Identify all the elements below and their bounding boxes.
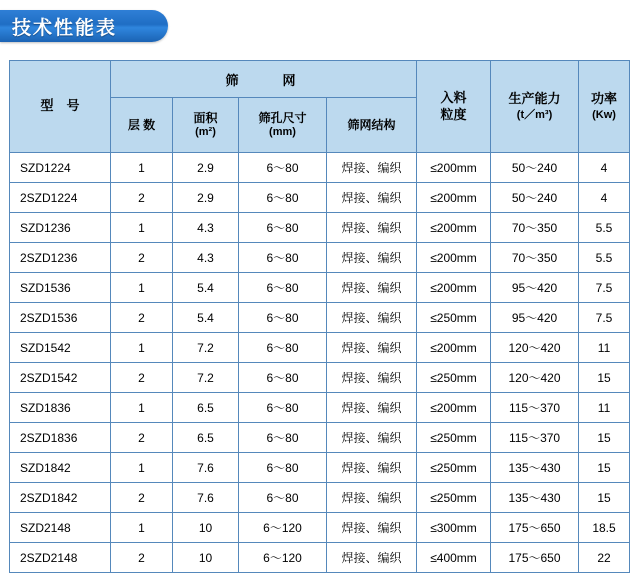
- cell-power: 22: [579, 543, 630, 573]
- cell-model: 2SZD1224: [10, 183, 111, 213]
- cell-feed-size: ≤200mm: [417, 243, 491, 273]
- table-row: [10, 483, 630, 513]
- cell-capacity: 115～370: [491, 393, 579, 423]
- page-title: 技术性能表: [12, 17, 118, 39]
- cell-layers: 2: [111, 183, 173, 213]
- table-row: [10, 453, 630, 483]
- cell-area: 6.5: [173, 393, 239, 423]
- cell-power: 15: [579, 483, 630, 513]
- cell-capacity: 115～370: [491, 423, 579, 453]
- cell-aperture: 6～80: [239, 423, 327, 453]
- cell-layers: 1: [111, 213, 173, 243]
- cell-aperture: 6～80: [239, 153, 327, 183]
- table-row: [10, 363, 630, 393]
- cell-power: 7.5: [579, 303, 630, 333]
- cell-aperture: 6～80: [239, 213, 327, 243]
- col-header-aperture: [239, 98, 327, 153]
- cell-area: 7.6: [173, 483, 239, 513]
- cell-structure: 焊接、编织: [327, 183, 417, 213]
- cell-layers: 2: [111, 483, 173, 513]
- cell-model: SZD1842: [10, 453, 111, 483]
- table-row: [10, 543, 630, 573]
- col-header-model: 型 号: [10, 61, 111, 153]
- col-header-structure: 筛网结构: [327, 98, 417, 153]
- cell-capacity: 70～350: [491, 213, 579, 243]
- cell-capacity: 175～650: [491, 513, 579, 543]
- cell-area: 2.9: [173, 183, 239, 213]
- table-row: [10, 423, 630, 453]
- col-header-aperture-line2: (mm): [269, 125, 296, 138]
- cell-power: 4: [579, 153, 630, 183]
- cell-feed-size: ≤250mm: [417, 423, 491, 453]
- cell-layers: 1: [111, 333, 173, 363]
- col-header-area: [173, 98, 239, 153]
- cell-model: SZD1542: [10, 333, 111, 363]
- cell-feed-size: ≤250mm: [417, 303, 491, 333]
- table-row: [10, 213, 630, 243]
- cell-aperture: 6～80: [239, 453, 327, 483]
- cell-feed-size: ≤250mm: [417, 483, 491, 513]
- cell-capacity: 95～420: [491, 303, 579, 333]
- cell-capacity: 120～420: [491, 333, 579, 363]
- cell-power: 11: [579, 393, 630, 423]
- header-row-top: [10, 61, 630, 98]
- cell-feed-size: ≤400mm: [417, 543, 491, 573]
- cell-power: 4: [579, 183, 630, 213]
- cell-structure: 焊接、编织: [327, 453, 417, 483]
- cell-aperture: 6～80: [239, 333, 327, 363]
- cell-feed-size: ≤200mm: [417, 213, 491, 243]
- cell-power: 7.5: [579, 273, 630, 303]
- page-title-banner: [0, 10, 168, 42]
- cell-structure: 焊接、编织: [327, 153, 417, 183]
- cell-model: 2SZD1542: [10, 363, 111, 393]
- col-header-feed-size: [417, 61, 491, 153]
- cell-power: 5.5: [579, 243, 630, 273]
- cell-layers: 2: [111, 363, 173, 393]
- col-header-screen-group: 筛 网: [111, 61, 417, 98]
- cell-power: 15: [579, 423, 630, 453]
- cell-layers: 2: [111, 543, 173, 573]
- cell-model: 2SZD1842: [10, 483, 111, 513]
- cell-capacity: 135～430: [491, 453, 579, 483]
- cell-power: 11: [579, 333, 630, 363]
- cell-aperture: 6～80: [239, 483, 327, 513]
- cell-structure: 焊接、编织: [327, 333, 417, 363]
- table-row: [10, 153, 630, 183]
- cell-area: 5.4: [173, 303, 239, 333]
- cell-aperture: 6～120: [239, 513, 327, 543]
- cell-structure: 焊接、编织: [327, 363, 417, 393]
- table-row: [10, 513, 630, 543]
- cell-layers: 1: [111, 153, 173, 183]
- col-header-area-line1: 面积: [193, 110, 218, 125]
- cell-area: 7.6: [173, 453, 239, 483]
- cell-layers: 1: [111, 393, 173, 423]
- cell-structure: 焊接、编织: [327, 513, 417, 543]
- cell-power: 15: [579, 453, 630, 483]
- cell-aperture: 6～80: [239, 243, 327, 273]
- cell-aperture: 6～80: [239, 273, 327, 303]
- col-header-feed-size-line2: 粒度: [440, 106, 467, 122]
- cell-aperture: 6～80: [239, 393, 327, 423]
- cell-capacity: 50～240: [491, 183, 579, 213]
- cell-area: 5.4: [173, 273, 239, 303]
- cell-layers: 1: [111, 513, 173, 543]
- cell-structure: 焊接、编织: [327, 393, 417, 423]
- cell-area: 10: [173, 513, 239, 543]
- table-row: [10, 183, 630, 213]
- cell-model: 2SZD1536: [10, 303, 111, 333]
- cell-power: 15: [579, 363, 630, 393]
- cell-feed-size: ≤200mm: [417, 273, 491, 303]
- cell-capacity: 135～430: [491, 483, 579, 513]
- cell-capacity: 50～240: [491, 153, 579, 183]
- cell-feed-size: ≤200mm: [417, 333, 491, 363]
- cell-structure: 焊接、编织: [327, 303, 417, 333]
- table-row: [10, 333, 630, 363]
- cell-area: 4.3: [173, 213, 239, 243]
- col-header-capacity-line2: (t／m³): [516, 108, 553, 121]
- cell-capacity: 175～650: [491, 543, 579, 573]
- cell-feed-size: ≤200mm: [417, 183, 491, 213]
- cell-feed-size: ≤200mm: [417, 393, 491, 423]
- cell-layers: 1: [111, 453, 173, 483]
- spec-table-container: [9, 60, 629, 573]
- cell-structure: 焊接、编织: [327, 543, 417, 573]
- cell-aperture: 6～80: [239, 363, 327, 393]
- col-header-power-line2: (Kw): [592, 108, 616, 121]
- cell-model: 2SZD2148: [10, 543, 111, 573]
- table-header: [10, 61, 630, 153]
- cell-area: 7.2: [173, 333, 239, 363]
- cell-model: 2SZD1836: [10, 423, 111, 453]
- cell-layers: 2: [111, 243, 173, 273]
- cell-power: 5.5: [579, 213, 630, 243]
- col-header-feed-size-line1: 入料: [440, 89, 467, 105]
- cell-model: SZD1224: [10, 153, 111, 183]
- cell-feed-size: ≤300mm: [417, 513, 491, 543]
- cell-layers: 2: [111, 303, 173, 333]
- table-body: [10, 153, 630, 573]
- cell-structure: 焊接、编织: [327, 213, 417, 243]
- cell-aperture: 6～120: [239, 543, 327, 573]
- cell-structure: 焊接、编织: [327, 483, 417, 513]
- cell-model: 2SZD1236: [10, 243, 111, 273]
- cell-model: SZD1536: [10, 273, 111, 303]
- table-row: [10, 393, 630, 423]
- cell-model: SZD1236: [10, 213, 111, 243]
- cell-area: 7.2: [173, 363, 239, 393]
- cell-area: 4.3: [173, 243, 239, 273]
- col-header-capacity: [491, 61, 579, 153]
- cell-feed-size: ≤250mm: [417, 363, 491, 393]
- col-header-power: [579, 61, 630, 153]
- cell-model: SZD1836: [10, 393, 111, 423]
- cell-area: 2.9: [173, 153, 239, 183]
- col-header-aperture-line1: 筛孔尺寸: [258, 110, 307, 125]
- cell-aperture: 6～80: [239, 303, 327, 333]
- cell-feed-size: ≤200mm: [417, 153, 491, 183]
- cell-structure: 焊接、编织: [327, 243, 417, 273]
- table-row: [10, 243, 630, 273]
- cell-structure: 焊接、编织: [327, 423, 417, 453]
- cell-feed-size: ≤250mm: [417, 453, 491, 483]
- cell-area: 6.5: [173, 423, 239, 453]
- col-header-power-line1: 功率: [591, 90, 618, 106]
- technical-spec-table: [9, 60, 630, 573]
- cell-aperture: 6～80: [239, 183, 327, 213]
- cell-power: 18.5: [579, 513, 630, 543]
- cell-capacity: 70～350: [491, 243, 579, 273]
- col-header-capacity-line1: 生产能力: [508, 90, 561, 106]
- col-header-area-line2: (m²): [195, 125, 216, 138]
- table-row: [10, 303, 630, 333]
- cell-layers: 1: [111, 273, 173, 303]
- cell-layers: 2: [111, 423, 173, 453]
- cell-model: SZD2148: [10, 513, 111, 543]
- cell-structure: 焊接、编织: [327, 273, 417, 303]
- cell-capacity: 95～420: [491, 273, 579, 303]
- col-header-layers: 层 数: [111, 98, 173, 153]
- table-row: [10, 273, 630, 303]
- cell-area: 10: [173, 543, 239, 573]
- cell-capacity: 120～420: [491, 363, 579, 393]
